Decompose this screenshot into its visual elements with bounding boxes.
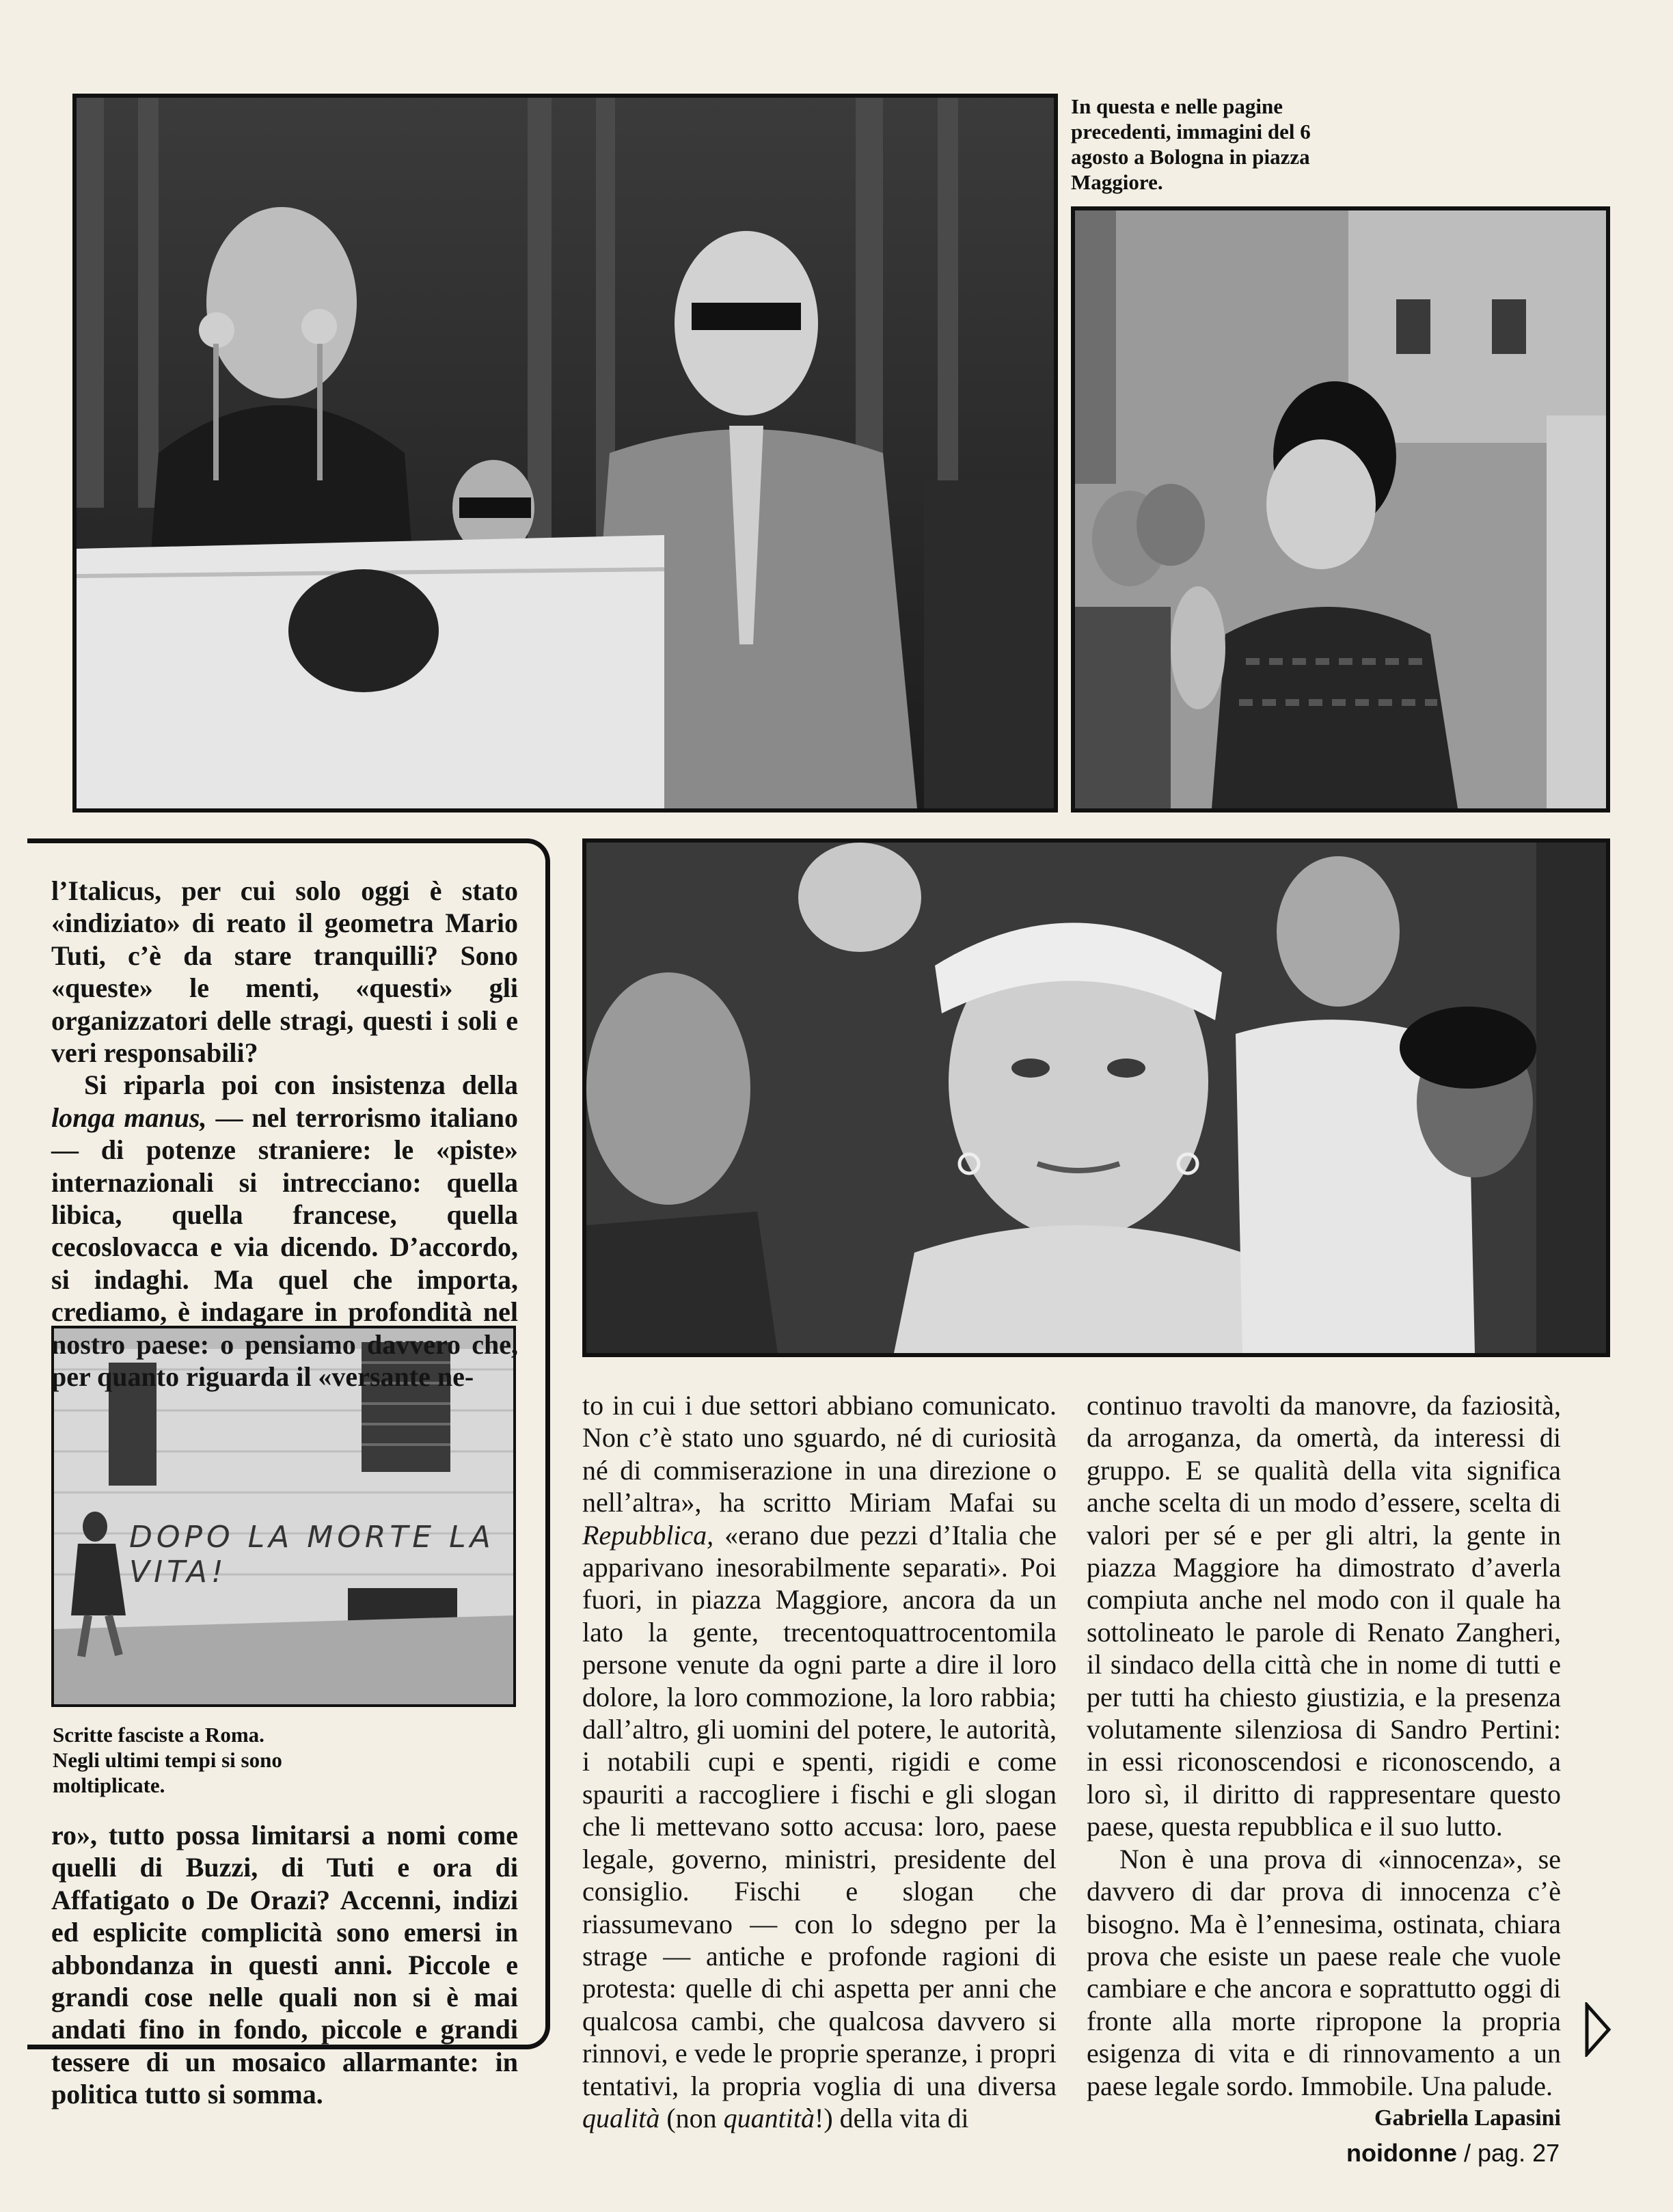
left-p2-text-a: Si riparla poi con insistenza della [84, 1069, 518, 1101]
author-signature: Gabriella Lapasini [1374, 2105, 1561, 2131]
left-paragraph-2 [51, 1069, 518, 1393]
caption-top-right: In questa e nelle pagine precedenti, immagini del 6 agosto a Bologna in piazza Maggiore. [1071, 94, 1311, 194]
middle-text-4: !) della vita di [815, 2102, 969, 2133]
column-left-lower [51, 1819, 518, 2111]
right-paragraph-1: continuo travolti da manovre, da faziosità, da arroganza, da omertà, da interessi di gruppo. E se qualità della vita significa anche scelta di un modo d’essere, scelta di valori per sé e per gli altri, la gente in piazza Maggiore ha dimostrato d’averla compiuta anche nel modo con il quale ha sottolineato le parole di Renato Zangheri, il sindaco della città che in nome di tutti e per tutti ha chiesto giustizia, e la presenza volutamente silenziosa di Sandro Pertini: in essi riconoscendosi e riconoscendo, a loro sì, il diritto di rappresentare questo paese, questa repubblica e il suo lutto. [1087, 1390, 1561, 1842]
column-right [1087, 1389, 1561, 2134]
photo-podium-image [77, 98, 1054, 808]
photo-crowd-closeup-image [586, 843, 1606, 1353]
photo-woman-crowd [1071, 206, 1610, 813]
right-paragraph-2-text: Non è una prova di «innocenza», se davvero di dar prova di innocenza c’è bisogno. Ma è l’ennesima, ostinata, chiara prova che esiste un paese reale che vuole cambiare e che ancora e soprattutto oggi di fronte alla morte ripropone la propria esigenza di vita e di rinnovamento a un paese legale sordo. Immobile. Una palude. [1087, 1843, 1561, 2101]
graffiti-text: DOPO LA MORTE LA VITA! [129, 1520, 495, 1589]
column-middle [582, 1389, 1057, 2134]
page-footer [1346, 2139, 1560, 2168]
photo-crowd-closeup [582, 838, 1610, 1357]
left-p2-text-b: — nel terrorismo italiano — di potenze straniere: le «piste» internazionali si intrecciano: quella libica, quella francese, quella cecoslovacca e via dicendo. D’accordo, si indaghi. Ma quel che importa, crediamo, è indagare in profondità nel nostro paese: o pensiamo davvero che, per quanto riguarda il «versante ne- [51, 1102, 518, 1393]
caption-bottom-left: Scritte fasciste a Roma. Negli ultimi tempi si sono moltiplicate. [53, 1723, 282, 1797]
continue-arrow-icon [1584, 2002, 1611, 2057]
column-left-upper [51, 875, 518, 1393]
middle-text-2: «erano due pezzi d’Italia che apparivano inesorabilmente separati». Poi fuori, in piazza Maggiore, ancora da un lato la gente, trecentoquattrocentomila persone venute da ogni parte a dire il loro dolore, la loro commozione, la loro rabbia; dall’altro, gli uomini del potere, le autorità, i notabili cupi e spenti, rigidi e come spauriti a raccogliere i fischi e gli slogan che li mettevano sotto accusa: loro, paese legale, governo, ministri, presidente del consiglio. Fischi e slogan che riassumevano — con lo sdegno per la strage — antiche e profonde ragioni di protesta: quelle di chi aspetta per anni che qualcosa cambi, che qualcosa davvero si rinnovi, e vede le proprie speranze, i propri tentativi, la propria voglia di una diversa [582, 1519, 1057, 2101]
middle-text-1: to in cui i due settori abbiano comunicato. Non c’è stato uno sguardo, né di curiosità né di commiserazione in una direzione o nell’altra», ha scritto Miriam Mafai su [582, 1390, 1057, 1518]
left-p2-italic: longa manus, [51, 1102, 207, 1133]
right-paragraph-2 [1087, 1843, 1561, 2131]
magazine-brand: noidonne [1346, 2139, 1457, 2167]
middle-paragraph [582, 1389, 1057, 2134]
middle-italic-repubblica: Repubblica, [582, 1519, 714, 1551]
middle-text-3: (non [659, 2102, 724, 2133]
middle-italic-qualita: qualità [582, 2102, 660, 2133]
left-paragraph-3: ro», tutto possa limitarsi a nomi come quelli di Buzzi, di Tuti e ora di Affatigato o De Orazi? Accenni, indizi ed esplicite complicità sono emersi in abbondanza in questi anni. Piccole e grandi cose nelle quali non si è mai andati fino in fondo, piccole e grandi tessere di un mosaico allarmante: in politica tutto si somma. [51, 1820, 518, 2110]
footer-separator: / [1463, 2139, 1471, 2167]
photo-podium [72, 94, 1058, 813]
photo-woman-crowd-image [1075, 210, 1606, 808]
page-number: pag. 27 [1478, 2139, 1560, 2167]
middle-italic-quantita: quantità [723, 2102, 815, 2133]
left-paragraph-1: l’Italicus, per cui solo oggi è stato «indiziato» di reato il geometra Mario Tuti, c’è da stare tranquilli? Sono «queste» le menti, «questi» gli organizzatori delle stragi, questi i soli e veri responsabili? [51, 875, 518, 1069]
